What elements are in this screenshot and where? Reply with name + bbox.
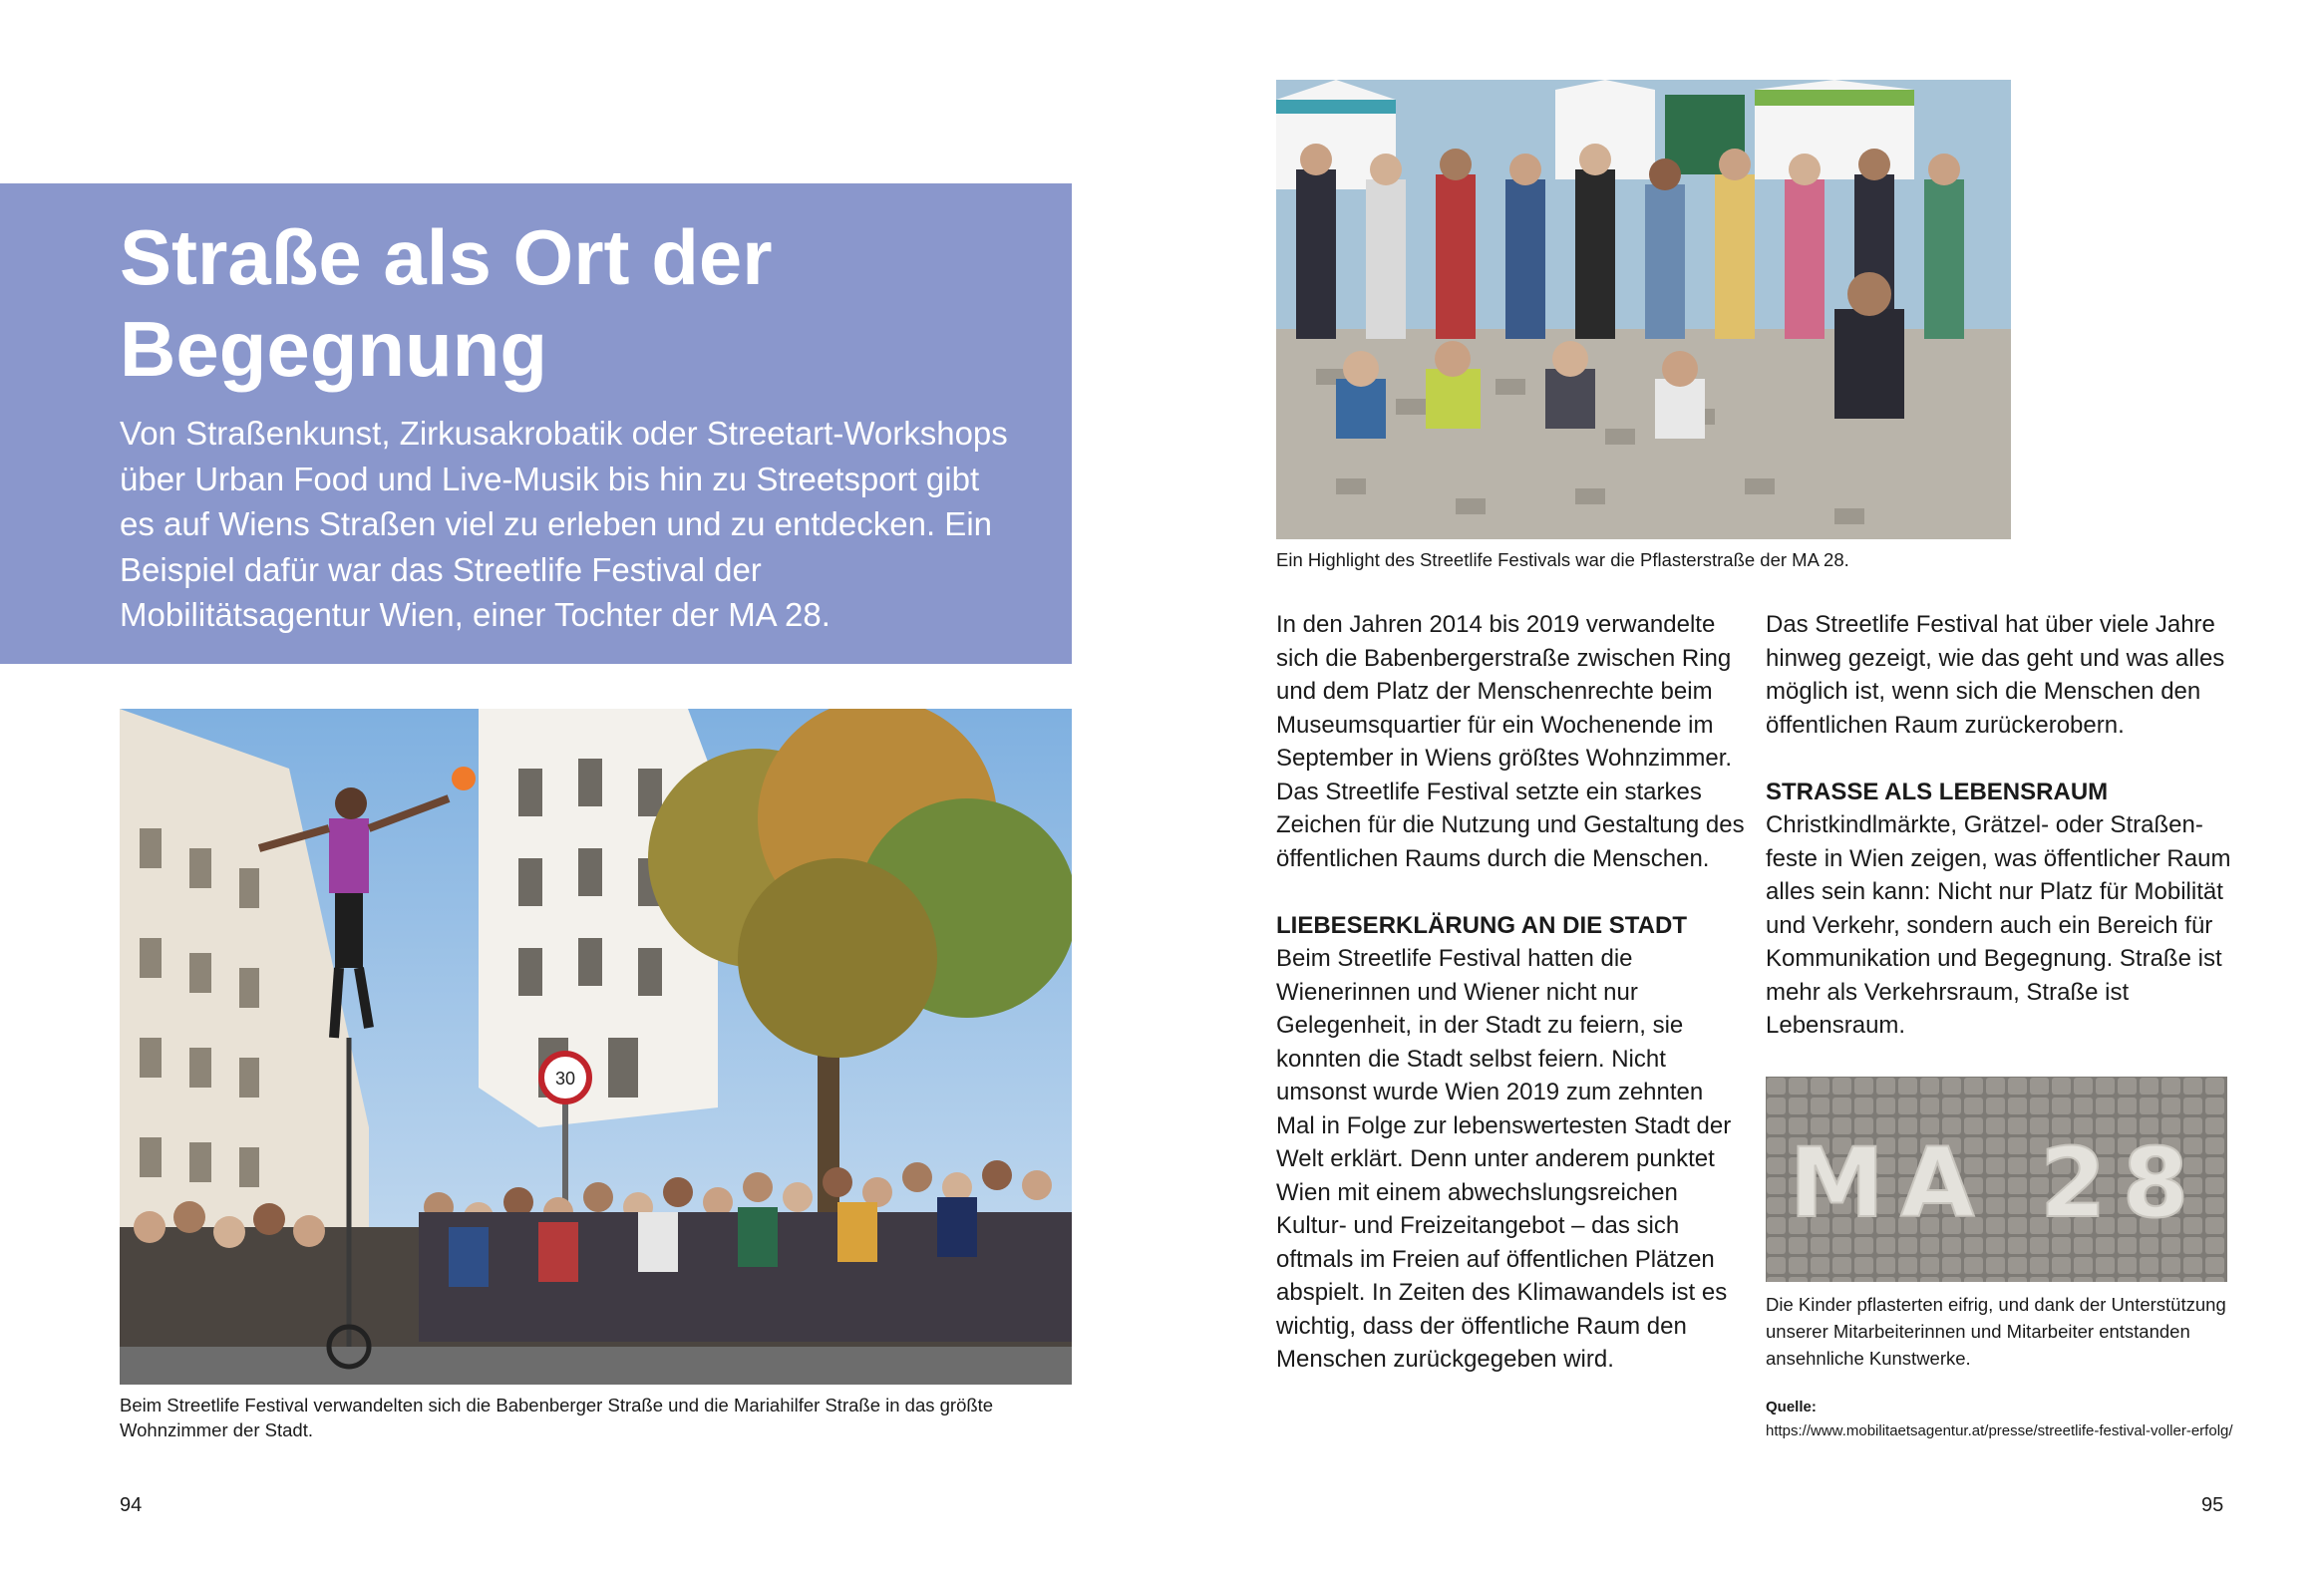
crowd-photo-caption: Ein Highlight des Streetlife Festivals war die Pflasterstraße der MA 28. [1276,549,1849,570]
cobblestone-illustration [1766,1077,2227,1282]
source-link[interactable]: https://www.mobilitaetsagentur.at/presse/streetlife-festival-voller-erfolg/ [1766,1422,2233,1439]
heading-strasse-als-lebensraum: STRASSE ALS LEBENSRAUM [1766,778,2109,805]
page-number-right: 95 [2201,1494,2224,1516]
festival-crowd-illustration [1276,80,2011,539]
column-2-paragraph-2: Christkindlmärkte, Grätzel- oder Straßenfeste in Wien zeigen, was öffentlicher Raum alles sein kann: Nicht nur Platz für Mobilität und Verkehr, sondern auch ein Bereich für Kommunikation und Begegnung. Straße ist mehr als Verkehrsraum, Straße ist Lebensraum. [1766,811,2231,1039]
page-title: Straße als Ort der Begegnung [120,213,773,393]
street-performer-illustration [120,709,1072,1385]
column-2-paragraph-1: Das Streetlife Festival hat über viele Jahre hinweg gezeigt, wie das geht und was alles möglich ist, wenn sich die Menschen den öffentlichen Raum zurückerobern. [1766,611,2225,739]
article-column-1 [1276,608,1745,1377]
source-label: Quelle: [1766,1399,1817,1415]
column-1-paragraph-2: Beim Streetlife Festival hatten die Wienerinnen und Wiener nicht nur Gelegenheit, in der Stadt zu feiern, sie konnten die Stadt selbst feiern. Nicht umsonst wurde Wien 2019 zum zehnten Mal in Folge zur lebenswertesten Stadt der Welt erklärt. Denn unter anderem punktet Wien mit einem abwechslungsreichen Kultur- und Freizeitangebot – das sich oftmals im Freien auf öffentlichen Plätzen abspielt. In Zeiten des Klimawandels ist es wichtig, dass der öffentliche Raum den Menschen zurückgegeben wird. [1276,945,1732,1373]
page-number-left: 94 [120,1494,143,1516]
column-1-paragraph-1: In den Jahren 2014 bis 2019 verwandelte sich die Babenbergerstraße zwischen Ring und dem Platz der Menschenrechte beim Museumsquartier für ein Wochenende im September in Wiens größtes Wohnzimmer. Das Streetlife Festival setzte ein starkes Zeichen für die Nutzung und Gestaltung des öffentlichen Raums durch die Menschen. [1276,611,1745,872]
heading-liebeserklaerung: LIEBESERKLÄRUNG AN DIE STADT [1276,911,1688,939]
street-performer-photo [120,709,1072,1385]
article-column-2 [1766,608,2234,1043]
performer-photo-caption: Beim Streetlife Festival verwandelten sich die Babenberger Straße und die Mariahilfer Straße in das größte Wohnzimmer der Stadt. [120,1395,994,1440]
speed-sign-label: 30 [554,1069,576,1089]
cobblestone-photo-caption: Die Kinder pflasterten eifrig, und dank der Unterstützung unserer Mitarbeiterinnen und Mitarbeiter entstanden ansehnliche Kunstwerke. [1766,1294,2226,1369]
intro-paragraph: Von Straßenkunst, Zirkusakrobatik oder Streetart-Workshops über Urban Food und Live-Musik bis hin zu Streetsport gibt es auf Wiens Straßen viel zu erleben und zu entdecken. Ein Beispiel dafür war das Streetlife Festival der Mobilitätsagentur Wien, einer Tochter der MA 28. [120,415,1008,633]
cobblestone-photo [1766,1077,2227,1282]
festival-crowd-photo [1276,80,2011,539]
stone-lettering: MA 28 [1789,1127,2205,1239]
title-banner [0,183,1072,664]
